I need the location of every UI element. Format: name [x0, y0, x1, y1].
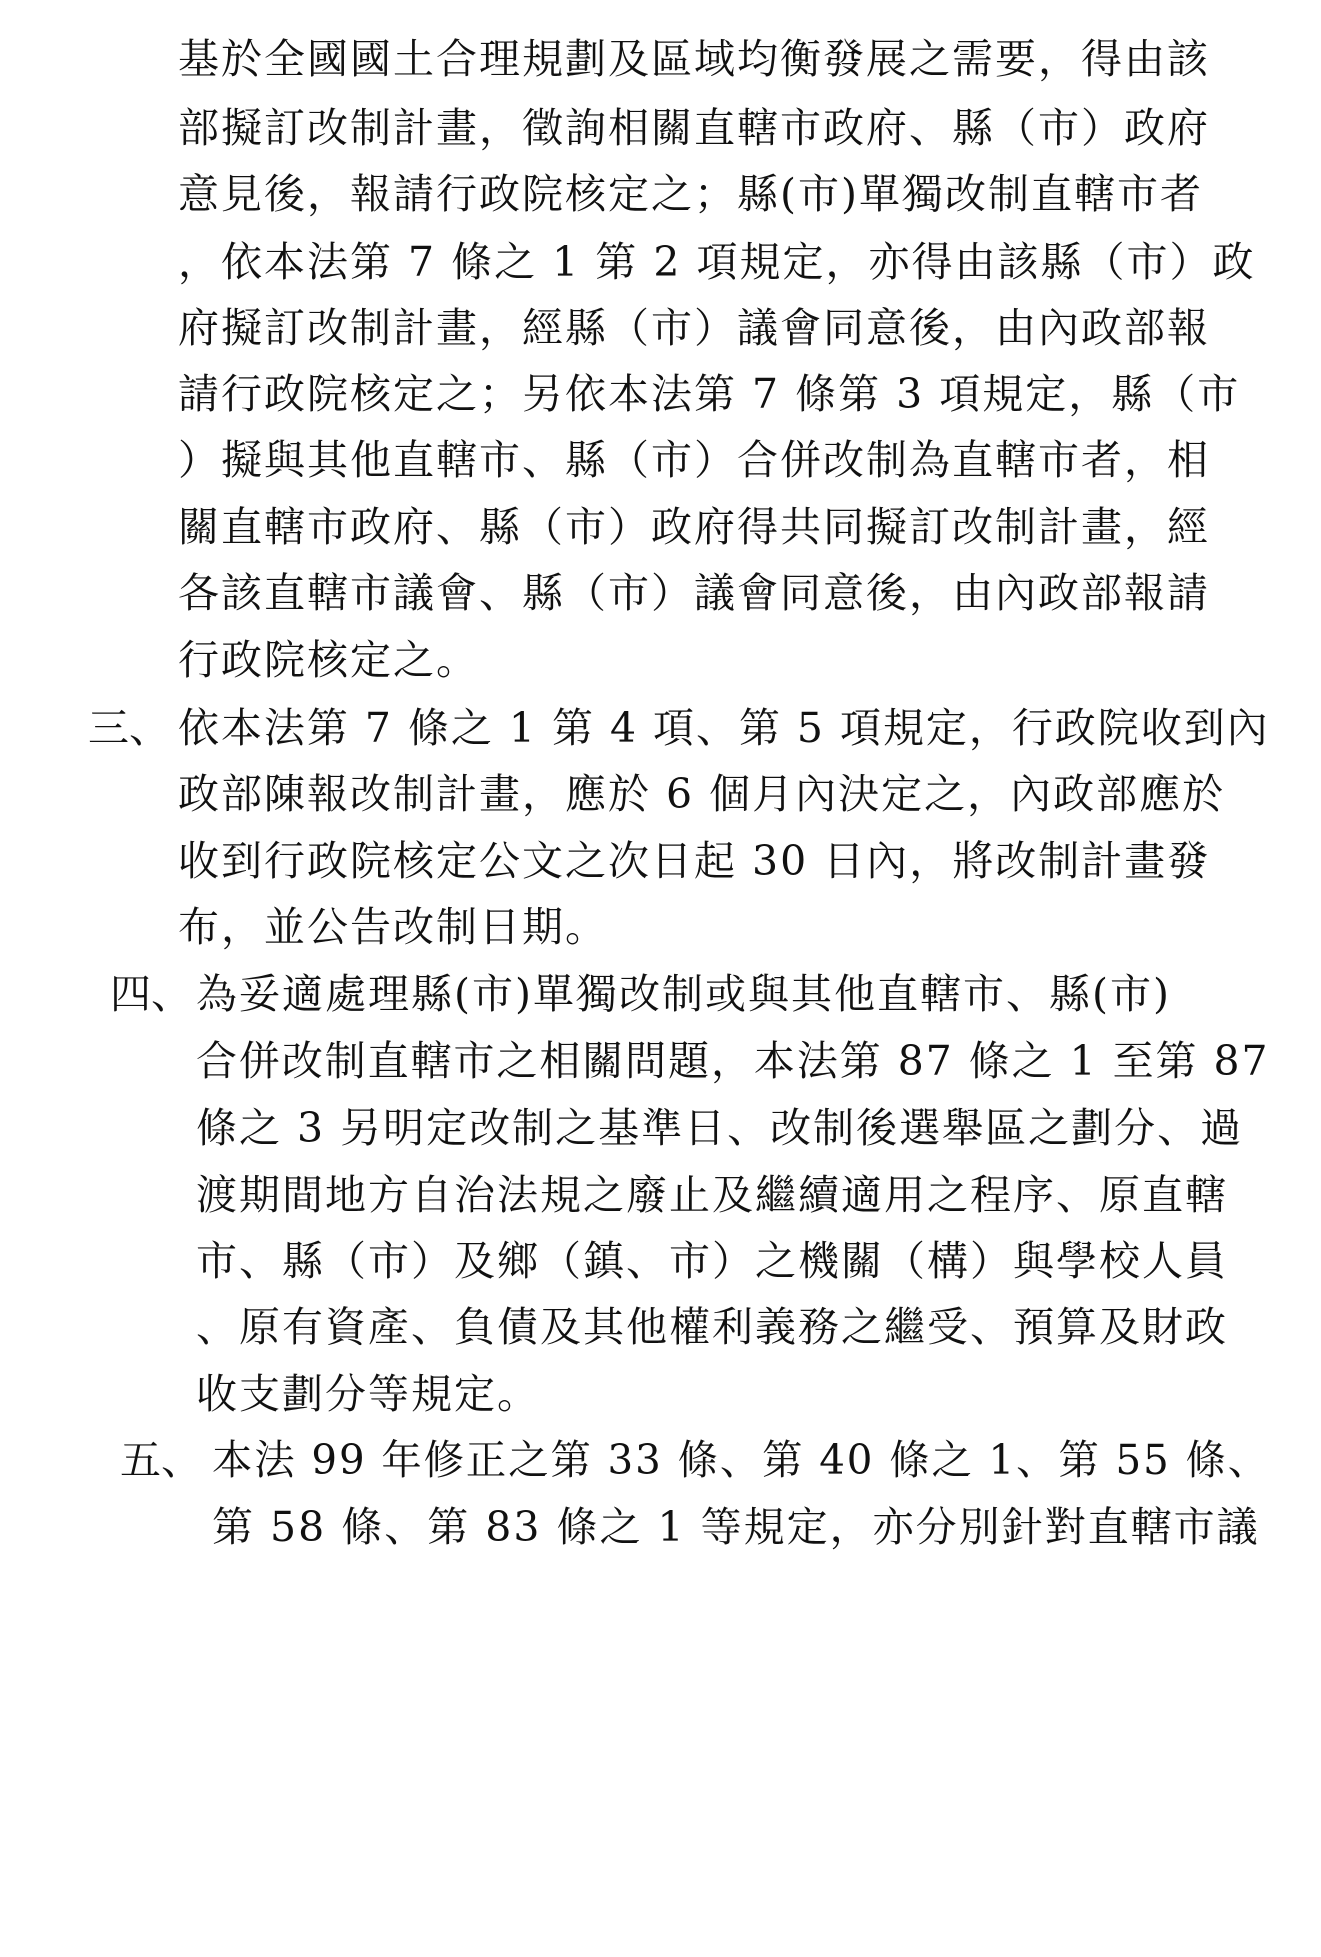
text-line: 第 58 條、第 83 條之 1 等規定，亦分別針對直轄市議 — [212, 1503, 1260, 1551]
text-line: 為妥適處理縣(市)單獨改制或與其他直轄市、縣(市) — [196, 970, 1171, 1018]
text-line: ）擬與其他直轄市、縣（市）合併改制為直轄市者，相 — [178, 436, 1210, 484]
text-line: 政部陳報改制計畫，應於 6 個月內決定之，內政部應於 — [178, 770, 1226, 818]
text-line: 意見後，報請行政院核定之；縣(市)單獨改制直轄市者 — [178, 170, 1203, 218]
text-line: 行政院核定之。 — [178, 636, 479, 684]
text-line: 布，並公告改制日期。 — [178, 903, 608, 951]
text-line: ，依本法第 7 條之 1 第 2 項規定，亦得由該縣（市）政 — [178, 238, 1256, 286]
text-line: 府擬訂改制計畫，經縣（市）議會同意後，由內政部報 — [178, 304, 1210, 352]
text-line: 部擬訂改制計畫，徵詢相關直轄市政府、縣（市）政府 — [178, 104, 1210, 152]
text-line: 合併改制直轄市之相關問題，本法第 87 條之 1 至第 87 — [196, 1037, 1270, 1085]
text-line: 關直轄市政府、縣（市）政府得共同擬訂改制計畫，經 — [178, 503, 1210, 551]
text-line: 依本法第 7 條之 1 第 4 項、第 5 項規定，行政院收到內 — [178, 704, 1270, 752]
section-marker: 四、 — [110, 970, 192, 1018]
text-line: 渡期間地方自治法規之廢止及繼續適用之程序、原直轄 — [196, 1171, 1228, 1219]
text-line: 條之 3 另明定改制之基準日、改制後選舉區之劃分、過 — [196, 1104, 1244, 1152]
text-line: 本法 99 年修正之第 33 條、第 40 條之 1、第 55 條、 — [212, 1436, 1271, 1484]
text-line: 各該直轄市議會、縣（市）議會同意後，由內政部報請 — [178, 569, 1210, 617]
text-line: 基於全國國土合理規劃及區域均衡發展之需要，得由該 — [178, 35, 1210, 83]
text-line: 、原有資產、負債及其他權利義務之繼受、預算及財政 — [196, 1303, 1228, 1351]
text-line: 收支劃分等規定。 — [196, 1370, 540, 1418]
section-marker: 五、 — [120, 1436, 202, 1484]
text-line: 請行政院核定之；另依本法第 7 條第 3 項規定，縣（市 — [178, 370, 1241, 418]
section-marker: 三、 — [88, 704, 170, 752]
text-line: 收到行政院核定公文之次日起 30 日內，將改制計畫發 — [178, 837, 1211, 885]
text-line: 市、縣（市）及鄉（鎮、市）之機關（構）與學校人員 — [196, 1237, 1228, 1285]
